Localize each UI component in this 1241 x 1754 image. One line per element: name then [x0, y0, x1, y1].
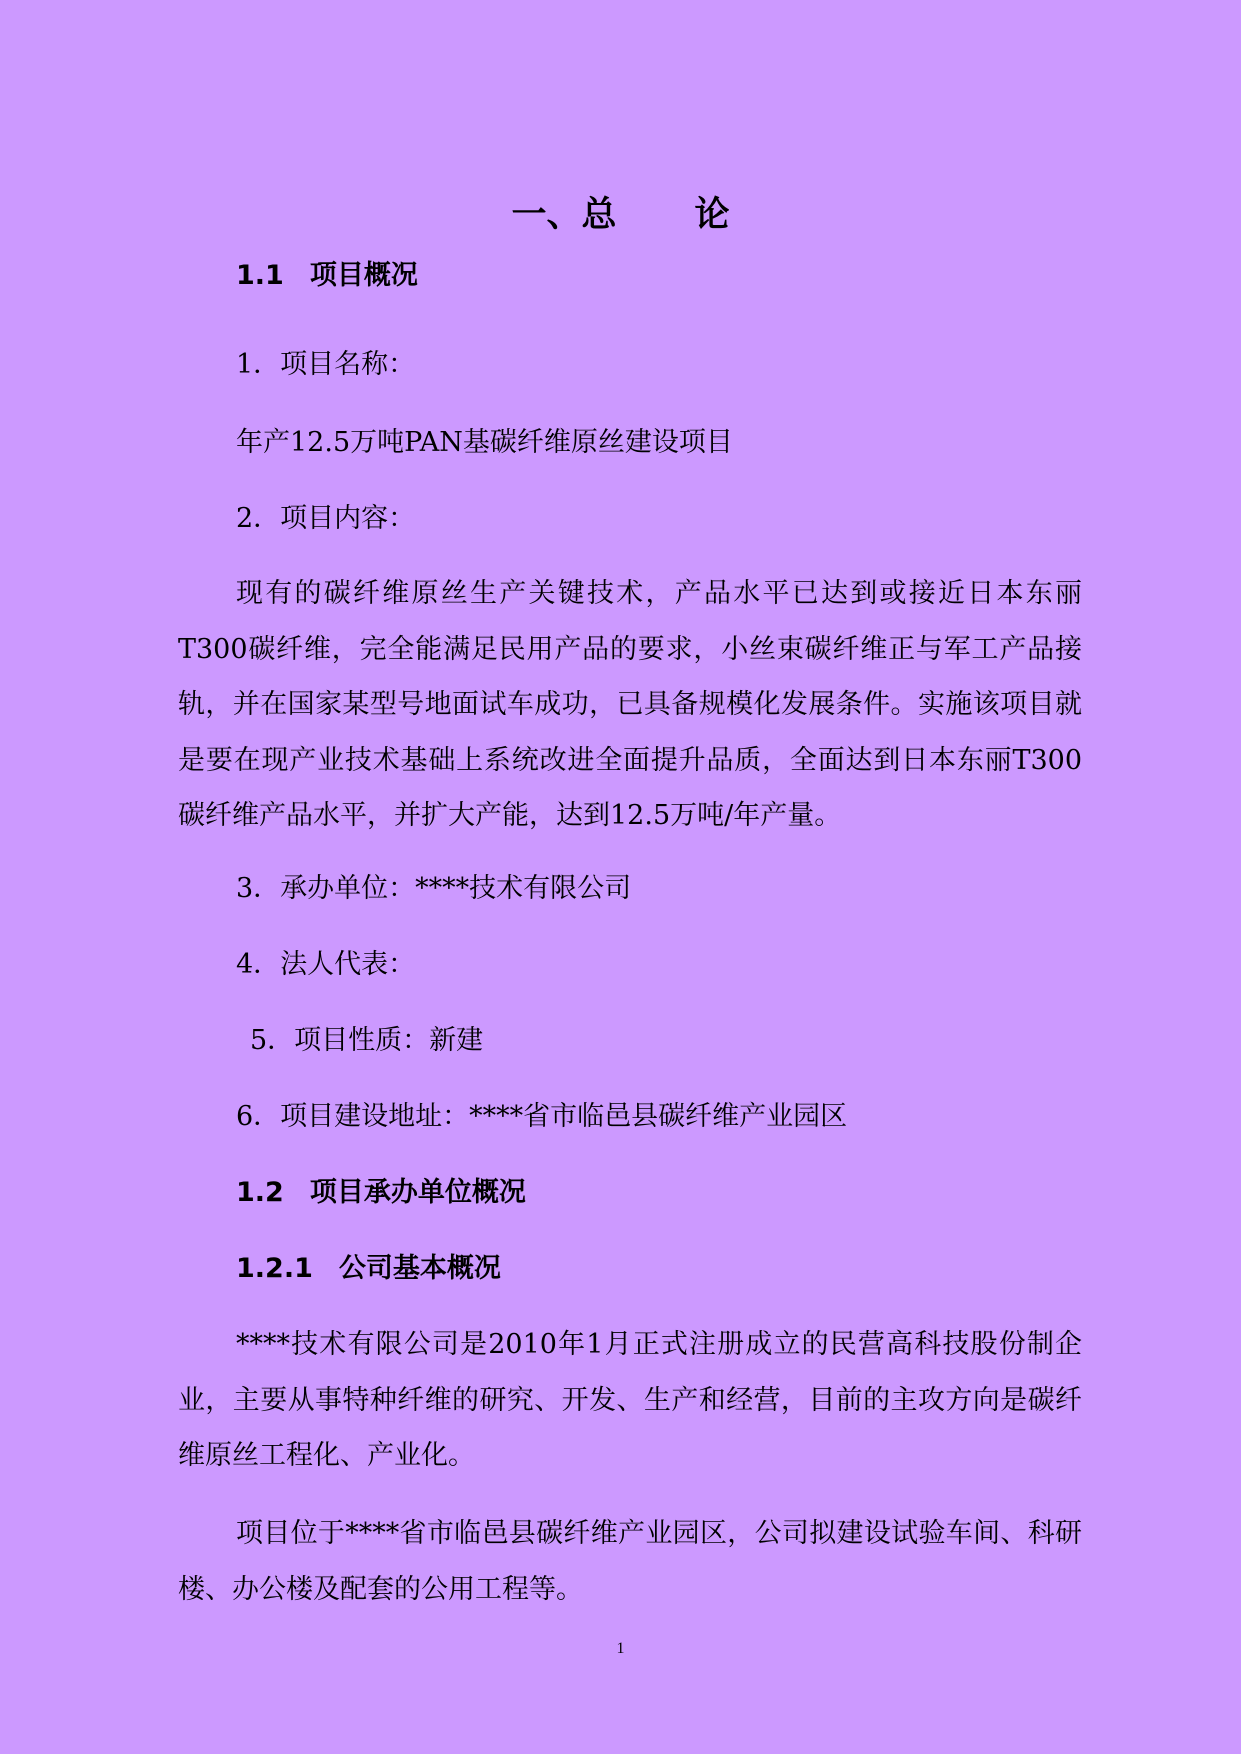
chapter-title: [0, 190, 1241, 240]
content-paragraph: 现有的碳纤维原丝生产关键技术，产品水平已达到或接近日本东丽T300碳纤维，完全能满足民用产品的要求，小丝束碳纤维正与军工产品接轨，并在国家某型号地面试车成功，已具备规模化发展条件。实施该项目就是要在现产业技术基础上系统改进全面提升品质，全面达到日本东丽T300碳纤维产品水平，并扩大产能，达到12.5万吨/年产量。: [178, 578, 1082, 831]
section-number: 1.2.1: [236, 1253, 313, 1284]
item-6: 6．项目建设地址：****省市临邑县碳纤维产业园区: [236, 1101, 848, 1132]
item-5: 5．项目性质：新建: [250, 1025, 484, 1056]
item-4: 4．法人代表：: [236, 949, 416, 980]
section-heading-1-2-1: [236, 1249, 501, 1289]
item-1-label: 1．项目名称：: [236, 349, 416, 380]
item-3: 3．承办单位：****技术有限公司: [236, 873, 632, 904]
chapter-title-part2: 论: [694, 195, 730, 235]
section-number: 1.2: [236, 1177, 284, 1208]
company-paragraph-1: ****技术有限公司是2010年1月正式注册成立的民营高科技股份制企业，主要从事特种纤维的研究、开发、生产和经营，目前的主攻方向是碳纤维原丝工程化、产业化。: [178, 1329, 1082, 1471]
section-heading-1-2: [236, 1173, 526, 1213]
project-name: 年产12.5万吨PAN基碳纤维原丝建设项目: [236, 427, 733, 458]
section-heading-1-1: [236, 256, 418, 296]
company-paragraph-2: 项目位于****省市临邑县碳纤维产业园区，公司拟建设试验车间、科研楼、办公楼及配套的公用工程等。: [178, 1518, 1082, 1605]
section-number: 1.1: [236, 260, 284, 291]
item-2-label: 2．项目内容：: [236, 503, 416, 534]
section-title: 项目概况: [309, 260, 418, 291]
section-title: 项目承办单位概况: [309, 1177, 526, 1208]
chapter-title-part1: 一、总: [511, 195, 617, 235]
section-title: 公司基本概况: [338, 1253, 501, 1284]
page-number: 1: [616, 1640, 625, 1657]
